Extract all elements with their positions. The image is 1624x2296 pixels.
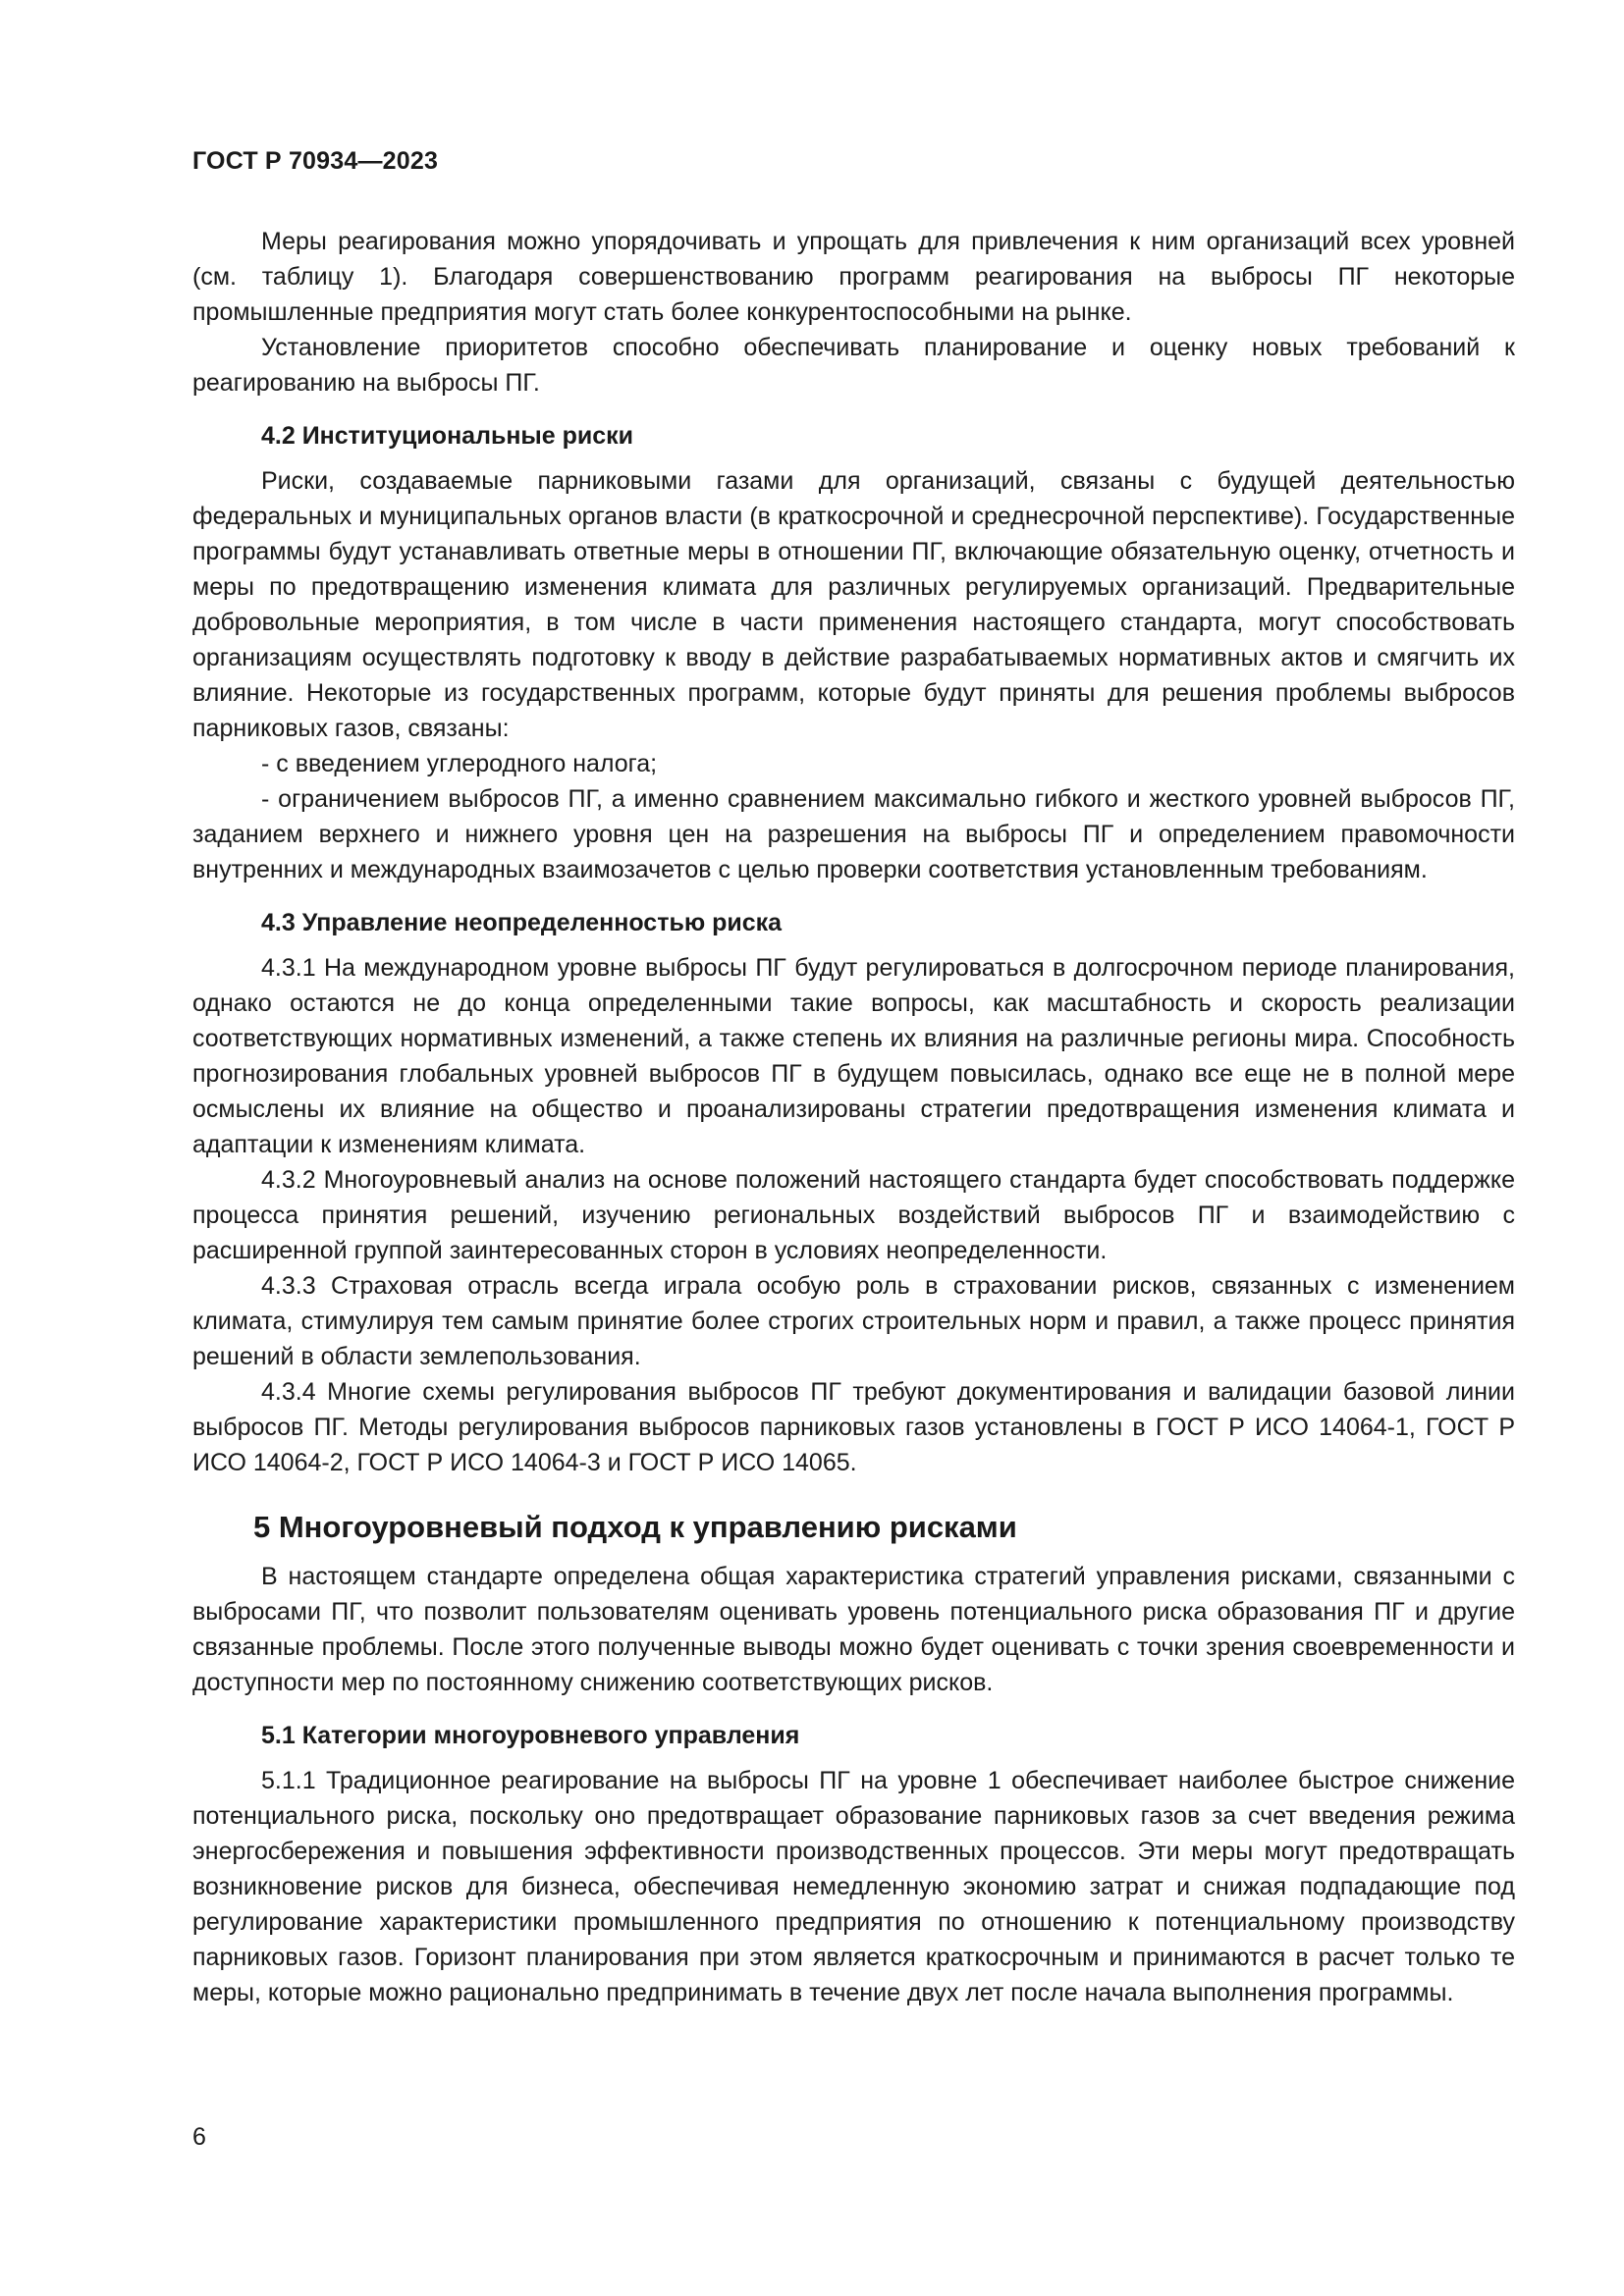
document-header: ГОСТ Р 70934—2023 [192, 147, 439, 175]
section-heading-4-3: 4.3 Управление неопределенностью риска [261, 909, 783, 936]
section-heading-5-1: 5.1 Категории многоуровневого управления [261, 1722, 800, 1749]
page-number: 6 [192, 2123, 206, 2151]
paragraph: Установление приоритетов способно обеспечивать планирование и оценку новых требований к реагированию на выбросы ПГ. [192, 334, 1515, 397]
section-heading-4-2: 4.2 Институциональные риски [261, 422, 634, 450]
paragraph: 4.3.2 Многоуровневый анализ на основе положений настоящего стандарта будет способствовать поддержке процесса принятия решений, изучению региональных воздействий выбросов ПГ и взаимодействию с расширенной группой заинтересованных сторон в условиях неопределенности. [192, 1166, 1515, 1264]
document-body [192, 224, 1515, 2010]
paragraph: 4.3.4 Многие схемы регулирования выбросов ПГ требуют документирования и валидации базовой линии выбросов ПГ. Методы регулирования выбросов парниковых газов установлены в ГОСТ Р ИСО 14064-1, ГОСТ Р ИСО 14064-2, ГОСТ Р ИСО 14064-3 и ГОСТ Р ИСО 14065. [192, 1378, 1515, 1476]
paragraph: Меры реагирования можно упорядочивать и упрощать для привлечения к ним организаций всех уровней (см. таблицу 1). Благодаря совершенствованию программ реагирования на выбросы ПГ некоторые промышленные предприятия могут стать более конкурентоспособными на рынке. [192, 228, 1515, 326]
paragraph: В настоящем стандарте определена общая характеристика стратегий управления рисками, связанными с выбросами ПГ, что позволит пользователям оценивать уровень потенциального риска образования ПГ и другие связанные проблемы. После этого полученные выводы можно будет оценивать с точки зрения своевременности и доступности мер по постоянному снижению соответствующих рисков. [192, 1563, 1515, 1696]
paragraph: Риски, создаваемые парниковыми газами для организаций, связаны с будущей деятельностью федеральных и муниципальных органов власти (в краткосрочной и среднесрочной перспективе). Государственные программы будут устанавливать ответные меры в отношении ПГ, включающие обязательную оценку, отчетность и меры по предотвращению изменения климата для различных регулируемых организаций. Предварительные добровольные мероприятия, в том числе в части применения настоящего стандарта, могут способствовать организациям осуществлять подготовку к вводу в действие разрабатываемых нормативных актов и смягчить их влияние. Некоторые из государственных программ, которые будут приняты для решения проблемы выбросов парниковых газов, связаны: [192, 467, 1515, 742]
list-item: - с введением углеродного налога; [261, 750, 658, 777]
paragraph: 4.3.1 На международном уровне выбросы ПГ будут регулироваться в долгосрочном периоде планирования, однако остаются не до конца определенными такие вопросы, как масштабность и скорость реализации соответствующих нормативных изменений, а также степень их влияния на различные регионы мира. Способность прогнозирования глобальных уровней выбросов ПГ в будущем повысилась, однако все еще не в полной мере осмыслены их влияние на общество и проанализированы стратегии предотвращения изменения климата и адаптации к изменениям климата. [192, 954, 1515, 1158]
section-heading-5: 5 Многоуровневый подход к управлению рисками [253, 1510, 1017, 1544]
paragraph: 4.3.3 Страховая отрасль всегда играла особую роль в страховании рисков, связанных с изменением климата, стимулируя тем самым принятие более строгих строительных норм и правил, а также процесс принятия решений в области землепользования. [192, 1272, 1515, 1370]
paragraph: 5.1.1 Традиционное реагирование на выбросы ПГ на уровне 1 обеспечивает наиболее быстрое снижение потенциального риска, поскольку оно предотвращает образование парниковых газов за счет введения режима энергосбережения и повышения эффективности производственных процессов. Эти меры могут предотвращать возникновение рисков для бизнеса, обеспечивая немедленную экономию затрат и снижая подпадающие под регулирование характеристики промышленного предприятия по отношению к потенциальному производству парниковых газов. Горизонт планирования при этом является краткосрочным и принимаются в расчет только те меры, которые можно рационально предпринимать в течение двух лет после начала выполнения программы. [192, 1767, 1515, 2006]
list-item: - ограничением выбросов ПГ, а именно сравнением максимально гибкого и жесткого уровней выбросов ПГ, заданием верхнего и нижнего уровня цен на разрешения на выбросы ПГ и определением правомочности внутренних и международных взаимозачетов с целью проверки соответствия установленным требованиям. [192, 785, 1515, 883]
